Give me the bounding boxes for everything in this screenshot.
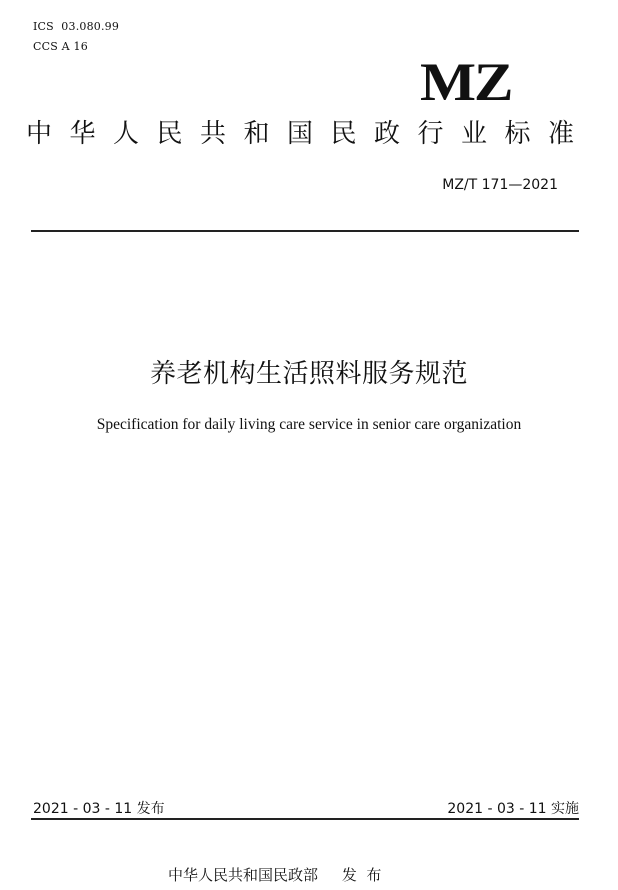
top-divider	[31, 230, 579, 232]
document-title-english: Specification for daily living care service in senior care organization	[96, 416, 522, 433]
ics-code: ICS 03.080.99	[33, 20, 120, 33]
mz-logo: MZ	[420, 52, 512, 112]
bottom-divider	[31, 818, 579, 820]
publish-date: 2021 - 03 - 11 发布	[33, 801, 165, 817]
standard-code: MZ/T 171—2021	[442, 177, 558, 193]
issuing-authority: 中华人民共和国民政部 发 布	[168, 866, 382, 884]
implement-date: 2021 - 03 - 11 实施	[447, 801, 579, 817]
standard-type-title: 中华人民共和国民政行业标准	[26, 119, 592, 149]
ccs-code: CCS A 16	[33, 40, 88, 53]
document-title-chinese: 养老机构生活照料服务规范	[149, 359, 468, 389]
